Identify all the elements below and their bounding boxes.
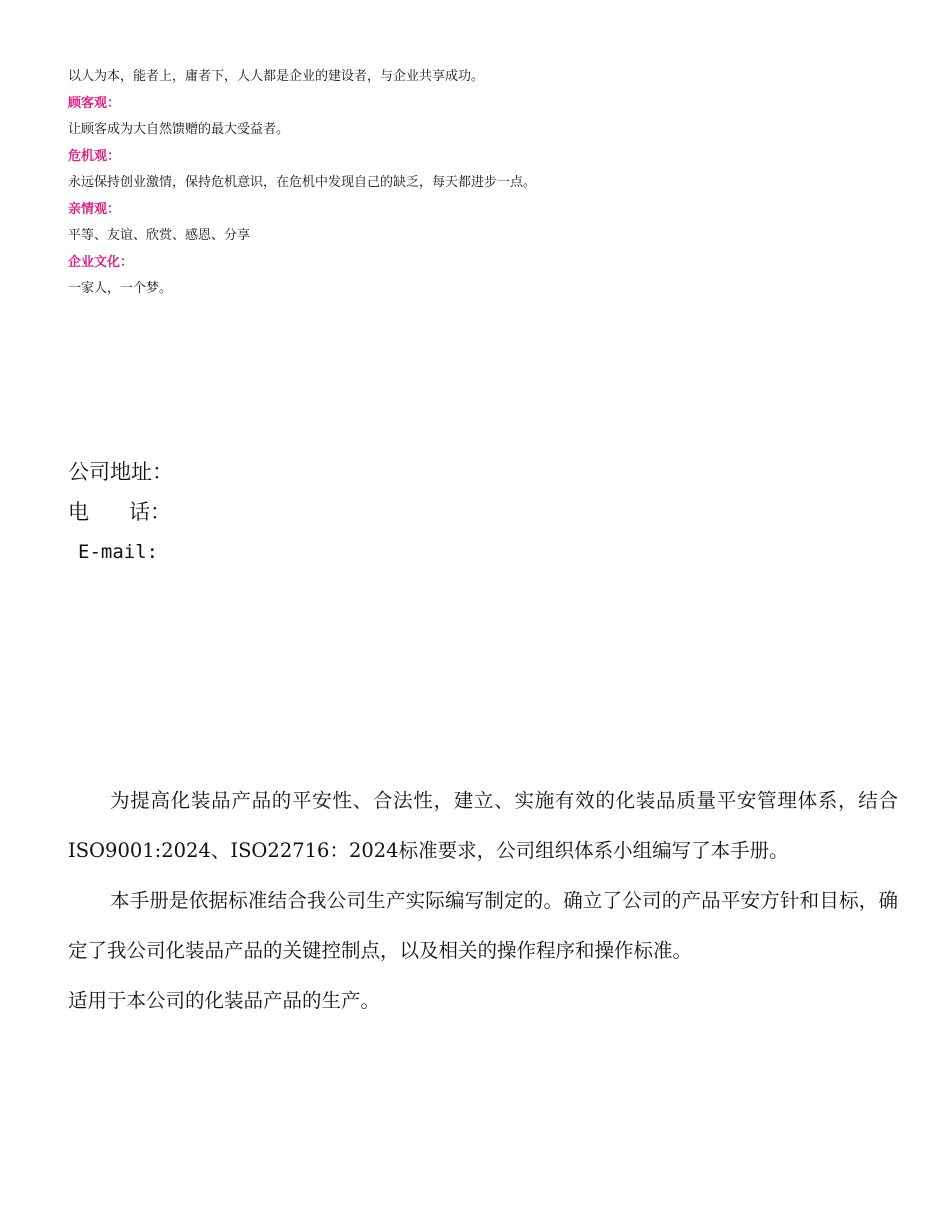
manual-preface-section — [68, 776, 898, 1026]
preface-paragraph-3: 适用于本公司的化装品产品的生产。 — [68, 989, 381, 1012]
family-view-heading: 亲情观： — [68, 201, 121, 217]
crisis-view-heading: 危机观： — [68, 148, 121, 164]
email-label: E-mail: — [78, 541, 159, 563]
corporate-values-section — [68, 64, 908, 303]
talent-values-text: 以人为本，能者上，庸者下，人人都是企业的建设者，与企业共享成功。 — [68, 69, 485, 84]
corporate-culture-heading: 企业文化： — [68, 254, 134, 270]
preface-paragraph-2: 本手册是依据标准结合我公司生产实际编写制定的。确立了公司的产品平安方针和目标，确定了我公司化装品产品的关键控制点，以及相关的操作程序和操作标准。 — [68, 889, 898, 962]
family-view-text: 平等、友谊、欣赏、感恩、分享 — [68, 228, 251, 243]
contact-info-section — [68, 452, 668, 572]
corporate-culture-text: 一家人，一个梦。 — [68, 281, 173, 296]
company-address-label: 公司地址： — [68, 460, 173, 484]
phone-label: 电 话： — [68, 500, 172, 524]
preface-paragraph-1: 为提高化装品产品的平安性、合法性，建立、实施有效的化装品质量平安管理体系，结合ISO9001:2024、ISO22716：2024标准要求，公司组织体系小组编写了本手册。 — [68, 789, 898, 862]
crisis-view-text: 永远保持创业激情，保持危机意识，在危机中发现自己的缺乏，每天都进步一点。 — [68, 175, 537, 190]
customer-view-text: 让顾客成为大自然馈赠的最大受益者。 — [68, 122, 290, 137]
customer-view-heading: 顾客观： — [68, 95, 121, 111]
